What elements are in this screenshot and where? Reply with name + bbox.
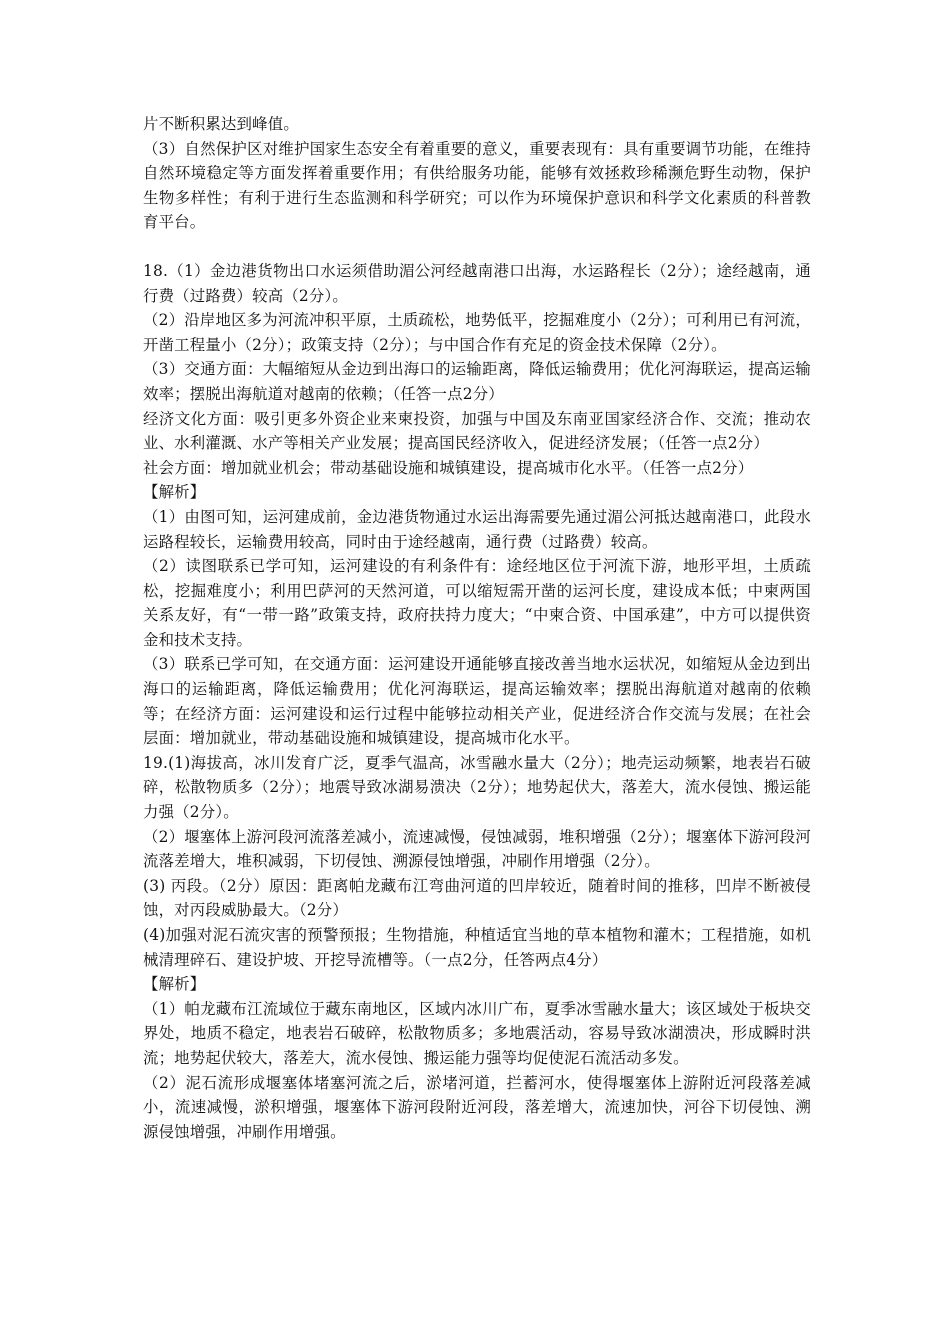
paragraph-17-2-tail: 片不断积累达到峰值。: [143, 115, 299, 133]
paragraph-18-3-economy: 经济文化方面：吸引更多外资企业来柬投资，加强与中国及东南亚国家经济合作、交流；推动农业、水利灌溉、水产等相关产业发展；提高国民经济收入，促进经济发展；（任答一点2分）: [143, 409, 811, 453]
paragraph-18-2: （2）沿岸地区多为河流冲积平原，土质疏松，地势低平，挖掘难度小（2分）；可利用已有河流，开凿工程量小（2分）；政策支持（2分）；与中国合作有充足的资金技术保障（2分）。: [143, 311, 811, 354]
paragraph-18-1: 18.（1）金边港货物出口水运须借助湄公河经越南港口出海，水运路程长（2分）；途经越南，通行费（过路费）较高（2分）。: [143, 261, 811, 305]
paragraph-19-2: （2）堰塞体上游河段河流落差减小，流速减慢，侵蚀减弱，堆积增强（2分）；堰塞体下游河段河流落差增大，堆积减弱，下切侵蚀、溯源侵蚀增强，冲刷作用增强（2分）。: [143, 827, 811, 871]
paragraph-19-4: (4)加强对泥石流灾害的预警预报；生物措施，种植适宜当地的草本植物和灌木；工程措施，如机械清理碎石、建设护坡、开挖导流槽等。（一点2分，任答两点4分）: [143, 926, 811, 969]
paragraph-18-3-transport: （3）交通方面：大幅缩短从金边到出海口的运输距离，降低运输费用；优化河海联运，提高运输效率；摆脱出海航道对越南的依赖；（任答一点2分）: [143, 360, 811, 403]
paragraph-18-3-society: 社会方面：增加就业机会；带动基础设施和城镇建设，提高城市化水平。（任答一点2分）: [143, 458, 754, 477]
analysis-19-1: （1）帕龙藏布江流域位于藏东南地区，区域内冰川广布，夏季冰雪融水量大；该区域处于板块交界处，地质不稳定，地表岩石破碎，松散物质多；多地震活动，容易导致冰湖溃决，形成瞬时洪流；地势起伏较大，落差大，流水侵蚀、搬运能力强等均促使泥石流活动多发。: [143, 999, 811, 1067]
paragraph-17-3: （3）自然保护区对维护国家生态安全有着重要的意义，重要表现有：具有重要调节功能，在维持自然环境稳定等方面发挥着重要作用；有供给服务功能，能够有效拯救珍稀濒危野生动物，保护生物多样性；有利于进行生态监测和科学研究；可以作为环境保护意识和科学文化素质的科普教育平台。: [143, 139, 811, 232]
analysis-18-3: （3）联系已学可知，在交通方面：运河建设开通能够直接改善当地水运状况，如缩短从金边到出海口的运输距离，降低运输费用；优化河海联运，提高运输效率；摆脱出海航道对越南的依赖等；在经济方面：运河建设和运行过程中能够拉动相关产业，促进经济合作交流与发展；在社会层面：增加就业，带动基础设施和城镇建设，提高城市化水平。: [143, 655, 811, 748]
analysis-19-2: （2）泥石流形成堰塞体堵塞河流之后，淤堵河道，拦蓄河水，使得堰塞体上游附近河段落差减小，流速减慢，淤积增强，堰塞体下游河段附近河段，落差增大，流速加快，河谷下切侵蚀、溯源侵蚀增强，冲刷作用增强。: [143, 1073, 811, 1141]
analysis-heading: 【解析】: [143, 483, 206, 502]
paragraph-19-1: 19.(1)海拔高，冰川发育广泛，夏季气温高，冰雪融水量大（2分）；地壳运动频繁，地表岩石破碎，松散物质多（2分）；地震导致冰湖易溃决（2分）；地势起伏大，落差大，流水侵蚀、搬运能力强（2分）。: [143, 753, 811, 822]
analysis-18-2: （2）读图联系已学可知，运河建设的有利条件有：途经地区位于河流下游，地形平坦，土质疏松，挖掘难度小；利用巴萨河的天然河道，可以缩短需开凿的运河长度，建设成本低；中柬两国关系友好，有“一带一路”政策支持，政府扶持力度大；“中柬合资、中国承建”，中方可以提供资金和技术支持。: [143, 557, 811, 649]
analysis-heading: 【解析】: [143, 975, 206, 994]
analysis-18-1: （1）由图可知，运河建成前，金边港货物通过水运出海需要先通过湄公河抵达越南港口，此段水运路程较长，运输费用较高，同时由于途经越南，通行费（过路费）较高。: [143, 507, 811, 551]
answer-text-body: [143, 112, 811, 1144]
section-gap: [143, 235, 811, 259]
paragraph-19-3: (3) 丙段。（2分）原因：距离帕龙藏布江弯曲河道的凹岸较近，随着时间的推移，凹岸不断被侵蚀，对丙段威胁最大。（2分）: [143, 876, 811, 920]
